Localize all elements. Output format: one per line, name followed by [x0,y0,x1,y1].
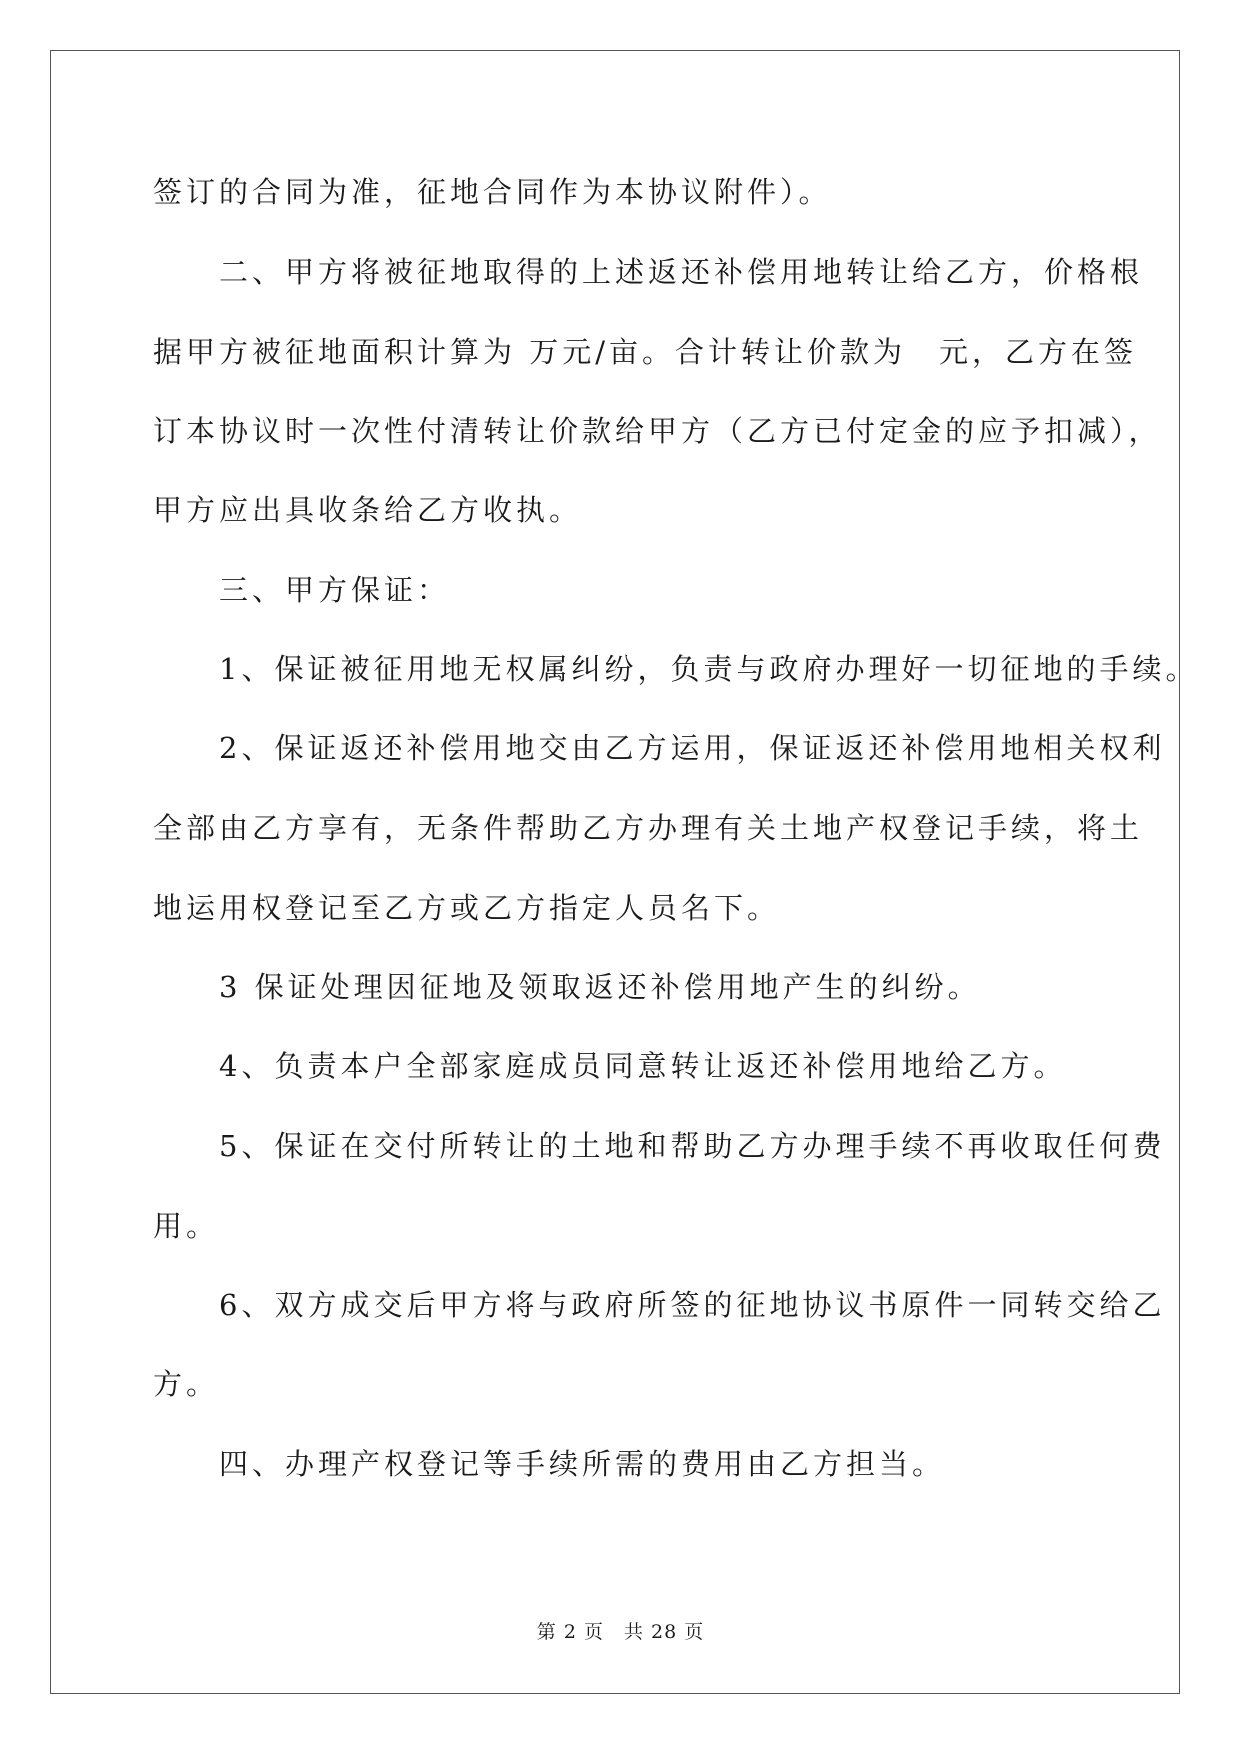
text-line: 2、保证返还补偿用地交由乙方运用，保证返还补偿用地相关权利 [153,731,1166,765]
text-line: 4、负责本户全部家庭成员同意转让返还补偿用地给乙方。 [153,1049,1067,1083]
text-line: 全部由乙方享有，无条件帮助乙方办理有关土地产权登记手续，将土 [153,811,1144,845]
text-line: 签订的合同为准，征地合同作为本协议附件）。 [153,175,832,209]
text-line: 用。 [153,1209,220,1243]
text-line: 地运用权登记至乙方或乙方指定人员名下。 [153,891,781,925]
text-line: 方。 [153,1367,220,1401]
text-line: 5、保证在交付所转让的土地和帮助乙方办理手续不再收取任何费 [153,1129,1166,1163]
text-line: 3 保证处理因征地及领取返还补偿用地产生的纠纷。 [153,970,981,1004]
text-line: 甲方应出具收条给乙方收执。 [153,493,583,527]
text-line: 1、保证被征用地无权属纠纷，负责与政府办理好一切征地的手续。 [153,652,1199,686]
text-line: 三、甲方保证： [153,573,451,607]
text-line: 四、办理产权登记等手续所需的费用由乙方担当。 [153,1447,946,1481]
text-line: 订本协议时一次性付清转让价款给甲方（乙方已付定金的应予扣减）， [153,414,1162,448]
text-line: 6、双方成交后甲方将与政府所签的征地协议书原件一同转交给乙 [153,1288,1166,1322]
text-line: 二、甲方将被征地取得的上述返还补偿用地转让给乙方，价格根 [153,255,1144,289]
text-line: 据甲方被征地面积计算为 万元/亩。合计转让价款为 元，乙方在签 [153,335,1137,369]
page-number-footer: 第 2 页 共 28 页 [536,1621,705,1643]
